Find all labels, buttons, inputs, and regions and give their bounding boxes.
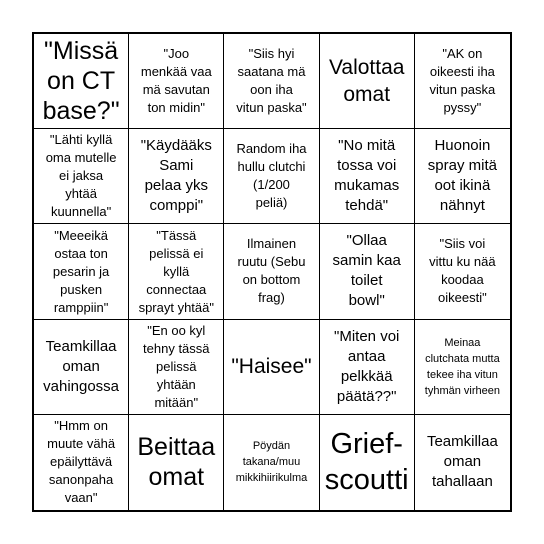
bingo-cell-text: Beittaa omat (137, 433, 216, 492)
bingo-cell-text: "Lähti kyllä oma mutelle ei jaksa yhtää kuunnella" (45, 132, 117, 220)
bingo-cell-text: "Miten voi antaa pelkkää päätä??" (334, 327, 400, 405)
bingo-cell[interactable] (34, 415, 129, 510)
bingo-cell[interactable] (320, 129, 415, 224)
bingo-cell-text: "Hmm on muute vähä epäilyttävä sanonpaha vaan" (47, 418, 116, 506)
bingo-cell-text: Valottaa omat (328, 56, 405, 107)
bingo-cell[interactable] (415, 129, 510, 224)
bingo-cell-text: Grief- scoutti (324, 428, 409, 497)
bingo-cell[interactable] (224, 34, 319, 129)
bingo-cell[interactable] (34, 34, 129, 129)
bingo-cell-text: Ilmainen ruutu (Sebu on bottom frag) (237, 236, 306, 306)
bingo-cell-text: "AK on oikeesti iha vitun paska pyssy" (429, 46, 496, 116)
bingo-cell-text: Teamkillaa oman vahingossa (43, 337, 120, 395)
bingo-cell[interactable] (224, 320, 319, 415)
bingo-cell[interactable] (224, 415, 319, 510)
bingo-cell-text: "En oo kyl tehny tässä pelissä yhtään mitään" (143, 322, 210, 410)
bingo-board (32, 32, 512, 512)
bingo-cell[interactable] (320, 320, 415, 415)
bingo-cell[interactable] (129, 320, 224, 415)
bingo-cell[interactable] (415, 34, 510, 129)
bingo-cell[interactable] (129, 34, 224, 129)
bingo-cell-text: "Haisee" (231, 355, 312, 379)
bingo-cell-text: "Siis voi vittu ku nää koodaa oikeesti" (429, 236, 496, 306)
bingo-cell-text: Pöydän takana/muu mikkihiirikulma (235, 440, 308, 485)
bingo-cell-text: "Ollaa samin kaa toilet bowl" (332, 232, 401, 310)
bingo-cell-text: "Missä on CT base?" (42, 37, 120, 126)
bingo-cell[interactable] (320, 224, 415, 319)
bingo-cell[interactable] (34, 129, 129, 224)
bingo-free-cell[interactable] (224, 224, 319, 319)
bingo-cell-text: "Siis hyi saatana mä oon iha vitun paska" (236, 46, 307, 116)
bingo-cell[interactable] (415, 224, 510, 319)
bingo-cell[interactable] (34, 224, 129, 319)
bingo-cell-text: "Joo menkää vaa mä savutan ton midin" (140, 46, 212, 116)
bingo-cell[interactable] (129, 224, 224, 319)
bingo-cell[interactable] (415, 415, 510, 510)
bingo-cell-text: Teamkillaa oman tahallaan (426, 433, 498, 491)
bingo-cell-text: "No mitä tossa voi mukamas tehdä" (334, 137, 400, 215)
bingo-cell[interactable] (320, 415, 415, 510)
bingo-cell-text: "Tässä pelissä ei kyllä connectaa sprayt yhtää" (138, 227, 214, 315)
bingo-cell[interactable] (320, 34, 415, 129)
bingo-cell[interactable] (34, 320, 129, 415)
bingo-cell-text: Random iha hullu clutchi (1/200 peliä) (236, 141, 307, 211)
bingo-cell-text: "Meeeikä ostaa ton pesarin ja pusken ramppiin" (52, 227, 110, 315)
bingo-cell[interactable] (415, 320, 510, 415)
bingo-cell-text: Meinaa clutchata mutta tekee iha vitun tyhmän virheen (424, 336, 500, 397)
bingo-cell-text: "Käydääks Sami pelaa yks comppi" (140, 137, 212, 215)
bingo-cell[interactable] (129, 415, 224, 510)
bingo-cell[interactable] (224, 129, 319, 224)
bingo-cell[interactable] (129, 129, 224, 224)
bingo-cell-text: Huonoin spray mitä oot ikinä nähnyt (427, 137, 497, 215)
